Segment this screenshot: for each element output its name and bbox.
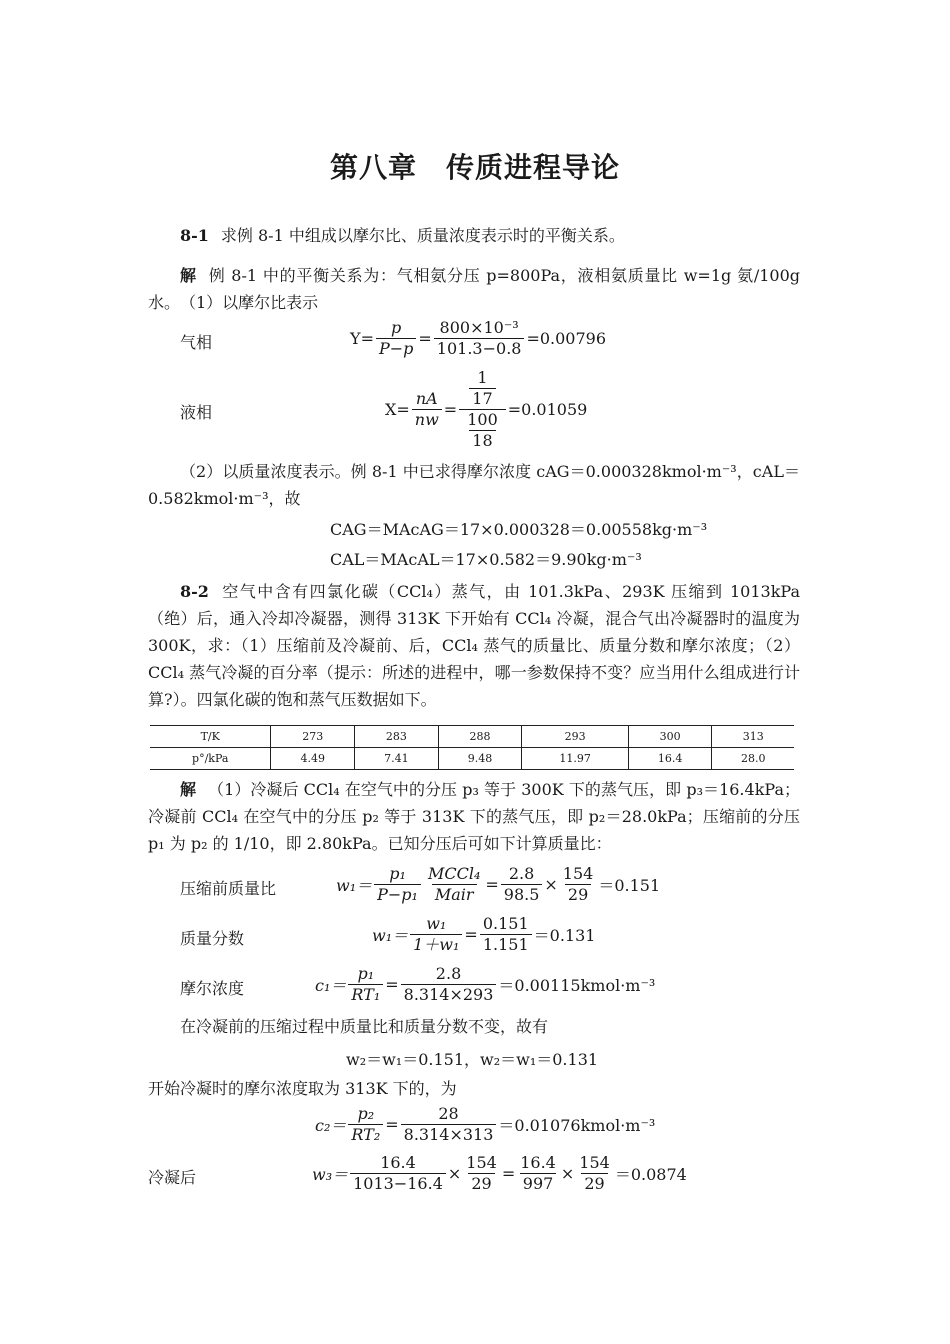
c2-equation: c₂＝ $\frac{\text{p₂}}{\text{RT₂}}$ = $\frac{28}{8.314\times 313}$ ＝0.01076kmol·m⁻³ — [315, 1104, 656, 1144]
denominator: 29 — [581, 1173, 607, 1194]
denominator: P−p₁ — [374, 884, 421, 905]
eq-result: ＝0.131 — [533, 926, 596, 945]
table-cell: 313 — [712, 726, 794, 748]
numerator: w₁ — [426, 914, 447, 933]
numerator: 800×10⁻³ — [439, 318, 519, 337]
denominator: 101.3−0.8 — [434, 338, 525, 359]
fraction — [401, 964, 497, 1005]
denominator: Mair — [432, 884, 477, 905]
numerator: 16.4 — [520, 1153, 556, 1172]
table-cell: 288 — [438, 726, 522, 748]
fraction — [517, 1153, 559, 1194]
solution-text: （1）冷凝后 CCl₄ 在空气中的分压 p₃ 等于 300K 下的蒸气压，即 p₃＝16.4kPa；冷凝前 CCl₄ 在空气中的分压 p₂ 等于 313K 下的蒸气压，即 p₂＝28.0kPa；压缩前的分压 p₁ 为 p₂ 的 1/10，即 2.80kPa。已知分压后可如下计算质量比： — [148, 780, 800, 853]
denominator: 29 — [565, 884, 591, 905]
numerator: 1 — [477, 368, 488, 387]
problem-text: 空气中含有四氯化碳（CCl₄）蒸气，由 101.3kPa、293K 压缩到 1013kPa（绝）后，通入冷却冷凝器，测得 313K 下开始有 CCl₄ 冷凝，混合气出冷凝器时的温度为 300K，求：（1）压缩前及冷凝前、后，CCl₄ 蒸气的质量比、质量分数和摩尔浓度；（2）CCl₄ 蒸气冷凝的百分率（提示：所述的进程中，哪一参数保持不变？应当用什么组成进行计算?）。四氯化碳的饱和蒸气压数据如下。 — [148, 582, 800, 709]
fraction — [412, 389, 442, 430]
fraction — [501, 864, 543, 905]
numerator: 154 — [466, 1153, 497, 1172]
liquid-phase-label: 液相 — [180, 403, 213, 422]
table-cell: 300 — [628, 726, 712, 748]
mass-fraction-equation: w₁＝ $\frac{\text{w₁}}{\text{1＋w₁}}$ = $\frac{0.151}{1.151}$ ＝0.131 — [372, 914, 596, 954]
solution-8-2-text — [148, 776, 800, 857]
solution-label: 解 — [180, 266, 197, 285]
mass-ratio-equation: w₁＝ $\frac{\text{p₁}}{\text{P−p₁}}$ $\frac{\text{MCCl₄}}{\text{Mair}}$ = $\frac{2.8}{98.5}$ × $\frac{154}{29}$ ＝0.151 — [336, 864, 661, 904]
table-cell: 273 — [271, 726, 355, 748]
eq-lhs: w₁＝ — [372, 926, 409, 945]
table-cell: 283 — [355, 726, 439, 748]
fraction — [463, 1153, 500, 1194]
table-cell: 7.41 — [355, 748, 439, 770]
numerator: 154 — [579, 1153, 610, 1172]
fraction — [350, 1153, 446, 1194]
numerator: 2.8 — [435, 964, 462, 983]
eq-lhs: X= — [385, 400, 410, 419]
eq-result: ＝0.01076kmol·m⁻³ — [498, 1116, 656, 1135]
denominator: 1.151 — [480, 934, 532, 955]
eq-result: ＝0.00115kmol·m⁻³ — [498, 976, 656, 995]
table-cell: 28.0 — [712, 748, 794, 770]
gas-phase-label: 气相 — [180, 333, 213, 352]
table-cell: 4.49 — [271, 748, 355, 770]
denominator: 8.314×313 — [401, 1124, 497, 1145]
constant-equation: w₂＝w₁＝0.151，w₂＝w₁＝0.131 — [346, 1050, 599, 1069]
fraction — [374, 864, 421, 905]
solution-label: 解 — [180, 780, 197, 799]
fraction — [348, 1104, 383, 1145]
denominator: 1＋w₁ — [410, 934, 462, 955]
vapor-pressure-table — [150, 725, 794, 770]
mass-ratio-label: 压缩前质量比 — [180, 879, 277, 898]
eq-result: =0.00796 — [526, 329, 607, 348]
denominator: nw — [412, 409, 442, 430]
denominator: 18 — [469, 430, 495, 451]
numerator: 2.8 — [508, 864, 535, 883]
step-2-text: （2）以质量浓度表示。例 8-1 中已求得摩尔浓度 cAG＝0.000328kmol·m⁻³，cAL＝0.582kmol·m⁻³，故 — [148, 462, 800, 508]
after-condensation-label: 冷凝后 — [148, 1168, 197, 1187]
numerator: 154 — [562, 864, 594, 883]
constant-note: 在冷凝前的压缩过程中质量比和质量分数不变，故有 — [180, 1017, 549, 1036]
numerator: p₁ — [357, 964, 375, 983]
problem-number: 8-2 — [180, 582, 209, 601]
fraction — [480, 914, 532, 955]
eq-result: =0.01059 — [507, 400, 588, 419]
solution-intro-text: 例 8-1 中的平衡关系为：气相氨分压 p=800Pa，液相氨质量比 w=1g 氨/100g 水。 — [148, 266, 800, 312]
mass-fraction-label: 质量分数 — [180, 929, 245, 948]
denominator: RT₁ — [348, 984, 383, 1005]
fraction — [348, 964, 383, 1005]
problem-8-1 — [148, 222, 800, 249]
fraction — [410, 914, 462, 955]
numerator: nA — [415, 389, 438, 408]
liquid-phase-equation: X= $\frac{nA}{nw}$ = $\frac{\frac{1}{17}}{\frac{100}{18}}$ =0.01059 — [385, 368, 588, 450]
denominator: 17 — [469, 388, 495, 409]
fraction — [560, 864, 597, 905]
table-row — [150, 748, 794, 770]
gas-phase-equation: Y= $\frac{p}{P-p}$ = $\frac{\text{800×10⁻³}}{101.3-0.8}$ =0.00796 — [350, 318, 607, 358]
problem-number: 8-1 — [180, 226, 209, 245]
table-cell: 9.48 — [438, 748, 522, 770]
cag-equation: CAG＝MAcAG＝17×0.000328＝0.00558kg·m⁻³ — [330, 520, 708, 539]
denominator: 997 — [520, 1173, 557, 1194]
numerator: 0.151 — [482, 914, 529, 933]
molar-concentration-label: 摩尔浓度 — [180, 979, 245, 998]
fraction — [425, 864, 483, 905]
fraction — [376, 318, 416, 359]
fraction — [434, 318, 525, 359]
cal-equation: CAL＝MAcAL＝17×0.582＝9.90kg·m⁻³ — [330, 550, 642, 569]
w3-equation: w₃＝ $\frac{16.4}{1013-16.4}$ × $\frac{154}{29}$ = $\frac{16.4}{997}$ × $\frac{154}{29}$ ＝0.0874 — [312, 1153, 687, 1193]
denominator: 1013−16.4 — [350, 1173, 446, 1194]
problem-text: 求例 8-1 中组成以摩尔比、质量浓度表示时的平衡关系。 — [220, 226, 625, 245]
numerator: MCCl₄ — [427, 864, 481, 883]
numerator: 28 — [438, 1104, 459, 1123]
eq-lhs: c₂＝ — [315, 1116, 347, 1135]
numerator: 100 — [467, 410, 498, 429]
table-cell: 11.97 — [522, 748, 629, 770]
chapter-title: 第八章 传质进程导论 — [329, 151, 620, 184]
numerator: p₁ — [389, 864, 406, 883]
table-header: T/K — [150, 726, 271, 748]
eq-lhs: w₁＝ — [336, 876, 373, 895]
start-condensation-note: 开始冷凝时的摩尔浓度取为 313K 下的，为 — [148, 1079, 457, 1098]
fraction — [576, 1153, 613, 1194]
table-cell: 293 — [522, 726, 629, 748]
numerator: p — [391, 318, 402, 337]
problem-8-2 — [148, 578, 800, 713]
table-header: p°/kPa — [150, 748, 271, 770]
table-cell: 16.4 — [628, 748, 712, 770]
eq-result: ＝0.151 — [598, 876, 661, 895]
denominator: RT₂ — [348, 1124, 383, 1145]
step-1-heading: （1）以摩尔比表示 — [180, 293, 319, 312]
denominator: 8.314×293 — [401, 984, 497, 1005]
eq-result: ＝0.0874 — [614, 1165, 687, 1184]
molar-concentration-equation: c₁＝ $\frac{\text{p₁}}{\text{RT₁}}$ = $\frac{2.8}{8.314\times 293}$ ＝0.00115kmol·m⁻³ — [315, 964, 656, 1004]
fraction — [401, 1104, 497, 1145]
table-row — [150, 726, 794, 748]
numerator: p₂ — [357, 1104, 375, 1123]
numerator: 16.4 — [380, 1153, 416, 1172]
denominator: 29 — [468, 1173, 494, 1194]
eq-lhs: w₃＝ — [312, 1165, 349, 1184]
eq-lhs: c₁＝ — [315, 976, 347, 995]
eq-lhs: Y= — [350, 329, 374, 348]
denominator: P−p — [376, 338, 416, 359]
denominator: 98.5 — [501, 884, 543, 905]
compound-fraction — [459, 368, 506, 451]
